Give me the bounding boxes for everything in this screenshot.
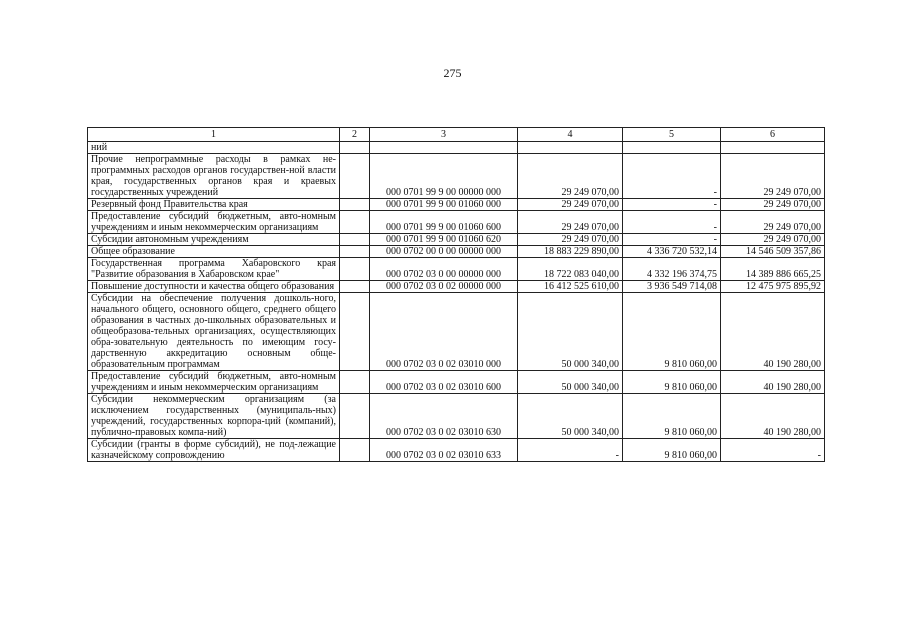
row-executed: -	[623, 211, 721, 234]
row-approved: 29 249 070,00	[518, 199, 623, 211]
row-remaining	[721, 142, 825, 154]
row-name: Общее образование	[88, 246, 340, 258]
row-code: 000 0702 03 0 00 00000 000	[370, 258, 518, 281]
column-header-4: 4	[518, 128, 623, 142]
row-executed: -	[623, 154, 721, 199]
row-approved: -	[518, 439, 623, 462]
row-remaining: -	[721, 439, 825, 462]
row-name: Субсидии автономным учреждениям	[88, 234, 340, 246]
row-col2	[340, 199, 370, 211]
column-header-6: 6	[721, 128, 825, 142]
row-col2	[340, 258, 370, 281]
row-name: Субсидии некоммерческим организациям (за исключением государственных (муниципаль-ных) учреждений, государственных корпора-ций (компаний), публично-правовых компа-ний)	[88, 394, 340, 439]
row-code: 000 0701 99 9 00 00000 000	[370, 154, 518, 199]
row-approved: 16 412 525 610,00	[518, 281, 623, 293]
row-col2	[340, 439, 370, 462]
table-row	[88, 281, 825, 293]
row-col2	[340, 371, 370, 394]
column-header-1: 1	[88, 128, 340, 142]
row-code: 000 0702 03 0 02 03010 600	[370, 371, 518, 394]
row-code: 000 0701 99 9 00 01060 600	[370, 211, 518, 234]
row-executed: 9 810 060,00	[623, 439, 721, 462]
row-remaining: 14 389 886 665,25	[721, 258, 825, 281]
row-executed: 4 336 720 532,14	[623, 246, 721, 258]
row-approved: 50 000 340,00	[518, 293, 623, 371]
row-code: 000 0702 00 0 00 00000 000	[370, 246, 518, 258]
column-header-3: 3	[370, 128, 518, 142]
row-approved: 18 883 229 890,00	[518, 246, 623, 258]
table-row	[88, 234, 825, 246]
row-code: 000 0701 99 9 00 01060 620	[370, 234, 518, 246]
row-remaining: 12 475 975 895,92	[721, 281, 825, 293]
row-remaining: 29 249 070,00	[721, 211, 825, 234]
row-executed: 4 332 196 374,75	[623, 258, 721, 281]
row-remaining: 29 249 070,00	[721, 154, 825, 199]
table-row	[88, 371, 825, 394]
row-name: Государственная программа Хабаровского края "Развитие образования в Хабаровском крае"	[88, 258, 340, 281]
row-remaining: 29 249 070,00	[721, 234, 825, 246]
row-code: 000 0702 03 0 02 03010 000	[370, 293, 518, 371]
row-col2	[340, 293, 370, 371]
row-name: Повышение доступности и качества общего образования	[88, 281, 340, 293]
table-row	[88, 394, 825, 439]
table-row	[88, 258, 825, 281]
table-row	[88, 154, 825, 199]
row-remaining: 14 546 509 357,86	[721, 246, 825, 258]
row-name: Предоставление субсидий бюджетным, авто-номным учреждениям и иным некоммерческим организациям	[88, 211, 340, 234]
page-number: 275	[443, 66, 462, 80]
row-col2	[340, 234, 370, 246]
row-executed: 3 936 549 714,08	[623, 281, 721, 293]
row-executed: 9 810 060,00	[623, 394, 721, 439]
row-executed	[623, 142, 721, 154]
row-code: 000 0702 03 0 02 03010 630	[370, 394, 518, 439]
row-col2	[340, 211, 370, 234]
header-row	[88, 128, 825, 142]
row-approved: 50 000 340,00	[518, 371, 623, 394]
column-header-5: 5	[623, 128, 721, 142]
column-header-2: 2	[340, 128, 370, 142]
row-approved: 18 722 083 040,00	[518, 258, 623, 281]
row-code: 000 0702 03 0 02 03010 633	[370, 439, 518, 462]
budget-table	[87, 127, 825, 462]
row-col2	[340, 142, 370, 154]
row-name: Прочие непрограммные расходы в рамках не-программных расходов органов государствен-ной власти края, государственных органов края и краевых государственных учреждений	[88, 154, 340, 199]
row-approved	[518, 142, 623, 154]
row-executed: -	[623, 234, 721, 246]
row-approved: 29 249 070,00	[518, 211, 623, 234]
row-col2	[340, 246, 370, 258]
row-name: Субсидии (гранты в форме субсидий), не под-лежащие казначейскому сопровождению	[88, 439, 340, 462]
row-col2	[340, 154, 370, 199]
row-name: ний	[88, 142, 340, 154]
row-col2	[340, 394, 370, 439]
row-col2	[340, 281, 370, 293]
row-remaining: 40 190 280,00	[721, 371, 825, 394]
table-row	[88, 293, 825, 371]
row-code: 000 0702 03 0 02 00000 000	[370, 281, 518, 293]
table-row	[88, 246, 825, 258]
row-approved: 29 249 070,00	[518, 234, 623, 246]
table-row	[88, 142, 825, 154]
row-name: Резервный фонд Правительства края	[88, 199, 340, 211]
table-row	[88, 199, 825, 211]
row-name: Предоставление субсидий бюджетным, авто-номным учреждениям и иным некоммерческим организациям	[88, 371, 340, 394]
table-row	[88, 439, 825, 462]
row-code	[370, 142, 518, 154]
row-remaining: 40 190 280,00	[721, 293, 825, 371]
row-code: 000 0701 99 9 00 01060 000	[370, 199, 518, 211]
table-row	[88, 211, 825, 234]
row-approved: 50 000 340,00	[518, 394, 623, 439]
row-executed: 9 810 060,00	[623, 293, 721, 371]
row-remaining: 40 190 280,00	[721, 394, 825, 439]
row-remaining: 29 249 070,00	[721, 199, 825, 211]
row-executed: 9 810 060,00	[623, 371, 721, 394]
row-executed: -	[623, 199, 721, 211]
row-name: Субсидии на обеспечение получения дошколь-ного, начального общего, основного общего, среднего общего образования в частных до-школьных образовательных и общеобразова-тельных организациях, осуществляющих обра-зовательную деятельность по имеющим госу-дарственную аккредитацию основным обще-образовательным программам	[88, 293, 340, 371]
row-approved: 29 249 070,00	[518, 154, 623, 199]
